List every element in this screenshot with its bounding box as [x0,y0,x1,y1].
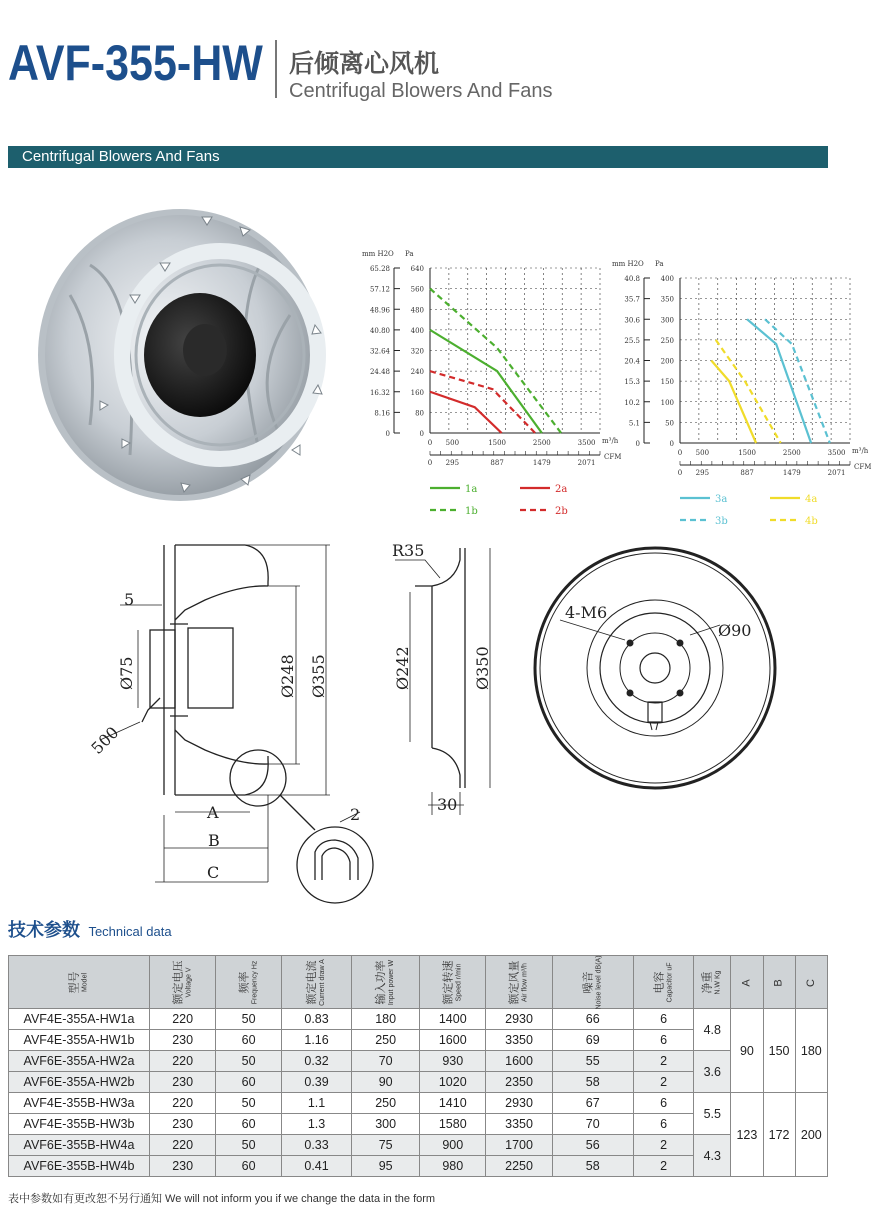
dim-30: 30 [437,795,458,814]
header-label: B [773,979,786,987]
table-cell: 1400 [420,1009,486,1030]
x2-unit-label: CFM [604,453,622,461]
table-cell: 1020 [420,1072,486,1093]
header-cell [420,956,486,1009]
table-cell: 900 [420,1135,486,1156]
header-label: A [740,979,753,987]
dim-d350: Ø350 [473,646,492,690]
dim-5: 5 [124,590,135,609]
x-tick-label: 500 [445,439,460,447]
dim-cell-c: 180 [795,1009,827,1093]
x2-tick-label: 1479 [782,469,801,477]
y-left-tick-label: 15.3 [624,378,640,387]
table-cell: 75 [352,1135,420,1156]
table-cell: 50 [216,1135,282,1156]
legend-label-4a: 4a [805,494,818,505]
x-unit-label: m³/h [852,447,869,455]
table-cell: 58 [552,1156,633,1177]
product-title-cn: 后倾离心风机 [289,50,440,78]
x2-tick-label: 887 [490,459,504,467]
y-tick-label: 300 [660,316,674,325]
title-divider [275,40,277,98]
y-left-axis-label: mm H2O [612,260,644,268]
table-cell: 66 [552,1009,633,1030]
y-left-axis-label: mm H2O [362,250,394,258]
technical-data-title-en: Technical data [88,924,172,939]
y-tick-label: 0 [669,440,674,448]
header-label: 额定电压 Voltage V [172,960,193,1004]
x-tick-label: 1500 [488,439,507,447]
y-tick-label: 150 [660,378,674,387]
dim-cell-b: 172 [763,1093,795,1177]
table-cell: 55 [552,1051,633,1072]
table-cell: 1600 [486,1051,552,1072]
table-cell: 60 [216,1030,282,1051]
table-cell: 230 [150,1072,216,1093]
table-cell: 2 [633,1072,694,1093]
x-tick-label: 3500 [827,449,846,457]
y-tick-label: 560 [410,285,424,294]
header-label: 频率 Frequency Hz [238,960,259,1004]
table-cell: 2 [633,1135,694,1156]
table-cell: 60 [216,1072,282,1093]
x-tick-label: 1500 [738,449,757,457]
header-cell [9,956,150,1009]
y-left-tick-label: 40.80 [369,326,390,335]
technical-data-title-cn: 技术参数 [8,920,80,940]
table-cell: 1600 [420,1030,486,1051]
dim-cell-c: 200 [795,1093,827,1177]
header-label: 电容 Capacitor uF [653,961,674,1003]
y-left-tick-label: 0 [385,430,390,438]
table-cell: 930 [420,1051,486,1072]
table-cell: 0.83 [281,1009,351,1030]
table-cell: 60 [216,1114,282,1135]
x-tick-label: 0 [427,439,433,447]
y-left-tick-label: 5.1 [628,419,640,428]
table-cell: 0.41 [281,1156,351,1177]
y-left-tick-label: 48.96 [369,306,390,315]
table-cell: 1.3 [281,1114,351,1135]
x-tick-label: 0 [677,449,683,457]
performance-chart-2 [610,250,872,540]
header-label: 噪音 Noise level dB(A) [582,954,603,1010]
weight-cell: 3.6 [694,1051,731,1093]
header-cell [795,956,827,1009]
dim-4-m6: 4-M6 [565,603,608,622]
table-row [9,1051,828,1072]
x-unit-label: m³/h [602,437,619,445]
y-tick-label: 250 [660,336,674,345]
fan-photo [30,205,340,505]
table-cell: 2 [633,1051,694,1072]
legend-label-2a: 2a [555,484,568,495]
y-tick-label: 50 [665,419,674,428]
x2-tick-label: 2071 [577,459,596,467]
y-left-tick-label: 0 [635,440,640,448]
table-cell: 95 [352,1156,420,1177]
x2-tick-label: 295 [695,469,710,477]
header-cell [731,956,763,1009]
table-cell: 1700 [486,1135,552,1156]
table-cell: 6 [633,1030,694,1051]
table-cell: 70 [552,1114,633,1135]
table-cell: 1.1 [281,1093,351,1114]
table-cell: 980 [420,1156,486,1177]
dim-cell-b: 150 [763,1009,795,1093]
series-line-4a [711,361,756,444]
legend-label-3b: 3b [715,516,728,527]
table-cell: 0.32 [281,1051,351,1072]
x2-unit-label: CFM [854,463,872,471]
table-cell: 2930 [486,1009,552,1030]
table-cell: 6 [633,1093,694,1114]
y-left-tick-label: 40.8 [624,275,640,283]
table-cell: 70 [352,1051,420,1072]
y-left-tick-label: 20.4 [624,357,640,366]
section-bar [8,146,828,168]
weight-cell: 4.8 [694,1009,731,1051]
header-label: 额定转速 Speed r/min [442,960,463,1004]
y-axis-label: Pa [405,250,414,258]
header-cell [633,956,694,1009]
table-cell: AVF4E-355B-HW3a [9,1093,150,1114]
header-cell [150,956,216,1009]
y-tick-label: 400 [410,326,424,335]
x2-tick-label: 295 [445,459,460,467]
y-tick-label: 160 [410,388,424,397]
dim-r35: R35 [392,541,425,560]
x-tick-label: 3500 [577,439,596,447]
table-cell: 69 [552,1030,633,1051]
table-cell: 2 [633,1156,694,1177]
table-cell: 220 [150,1093,216,1114]
table-cell: 2250 [486,1156,552,1177]
table-cell: 2930 [486,1093,552,1114]
weight-cell: 4.3 [694,1135,731,1177]
table-cell: 220 [150,1135,216,1156]
table-cell: AVF6E-355A-HW2b [9,1072,150,1093]
dim-cell-a: 123 [731,1093,763,1177]
dim-d90: Ø90 [718,621,752,640]
legend-label-1a: 1a [465,484,478,495]
weight-cell: 5.5 [694,1093,731,1135]
spec-header-row [9,956,828,1009]
x2-tick-label: 887 [740,469,754,477]
y-left-tick-label: 30.6 [624,316,640,325]
legend-label-2b: 2b [555,506,568,517]
table-cell: 58 [552,1072,633,1093]
x-tick-label: 2500 [532,439,551,447]
dim-c: C [207,863,220,882]
table-cell: 50 [216,1009,282,1030]
y-tick-label: 0 [419,430,424,438]
x2-tick-label: 2071 [827,469,846,477]
y-left-tick-label: 25.5 [624,336,640,345]
table-row [9,1009,828,1030]
header-cell [763,956,795,1009]
legend-label-1b: 1b [465,506,478,517]
table-cell: 56 [552,1135,633,1156]
technical-data-heading [8,916,172,942]
table-cell: 0.39 [281,1072,351,1093]
x2-tick-label: 0 [427,459,433,467]
footnote: 表中参数如有更改恕不另行通知 We will not inform you if we change the data in the form [8,1193,436,1205]
technical-drawing [0,530,880,900]
y-left-tick-label: 8.16 [374,409,390,418]
y-left-tick-label: 24.48 [369,368,390,377]
header-cell [486,956,552,1009]
y-tick-label: 640 [410,265,424,273]
y-tick-label: 240 [410,368,424,377]
header-label: 净重 N.W Kg [701,969,722,995]
dim-a: A [207,803,219,822]
table-cell: AVF6E-355B-HW4b [9,1156,150,1177]
dim-b: B [208,831,220,850]
header-cell [694,956,731,1009]
y-tick-label: 320 [410,347,424,356]
y-axis-label: Pa [655,260,664,268]
model-title: AVF-355-HW [8,35,263,91]
table-cell: 250 [352,1030,420,1051]
table-cell: 230 [150,1114,216,1135]
y-left-tick-label: 16.32 [369,388,390,397]
dim-d242: Ø242 [393,646,412,690]
table-cell: 230 [150,1030,216,1051]
y-left-tick-label: 10.2 [624,398,640,407]
table-cell: 230 [150,1156,216,1177]
y-left-tick-label: 57.12 [369,285,390,294]
table-cell: 67 [552,1093,633,1114]
dim-d355: Ø355 [309,654,328,698]
table-cell: 220 [150,1009,216,1030]
section-bar-label: Centrifugal Blowers And Fans [22,148,220,165]
legend-label-3a: 3a [715,494,728,505]
dim-2: 2 [350,805,361,824]
table-cell: 90 [352,1072,420,1093]
y-tick-label: 100 [660,398,674,407]
table-cell: 250 [352,1093,420,1114]
header-label: 输入功率 Input power W [375,959,396,1005]
table-cell: 300 [352,1114,420,1135]
header-cell [281,956,351,1009]
table-cell: 2350 [486,1072,552,1093]
header-label: 额定电流 Current draw A [306,958,327,1006]
dim-cell-a: 90 [731,1009,763,1093]
y-tick-label: 400 [660,275,674,283]
header-label: 型号 Model [68,971,89,993]
table-cell: 60 [216,1156,282,1177]
y-left-tick-label: 32.64 [369,347,390,356]
table-cell: 50 [216,1093,282,1114]
table-cell: 6 [633,1114,694,1135]
table-cell: 220 [150,1051,216,1072]
performance-chart-1 [360,240,622,530]
table-cell: AVF6E-355B-HW4a [9,1135,150,1156]
table-row [9,1135,828,1156]
dim-d248: Ø248 [278,654,297,698]
y-left-tick-label: 35.7 [624,295,640,304]
x-tick-label: 500 [695,449,710,457]
header-label: C [805,979,818,987]
table-cell: 0.33 [281,1135,351,1156]
table-row [9,1093,828,1114]
dim-500: 500 [87,722,123,758]
x2-tick-label: 0 [677,469,683,477]
series-line-1b [430,289,561,433]
legend-label-4b: 4b [805,516,818,527]
table-cell: AVF4E-355B-HW3b [9,1114,150,1135]
table-cell: AVF6E-355A-HW2a [9,1051,150,1072]
header-cell [552,956,633,1009]
y-tick-label: 200 [660,357,674,366]
x2-tick-label: 1479 [532,459,551,467]
spec-table [8,955,828,1177]
table-cell: 1.16 [281,1030,351,1051]
y-tick-label: 350 [660,295,674,304]
table-cell: 50 [216,1051,282,1072]
table-cell: 1410 [420,1093,486,1114]
dim-d75: Ø75 [117,656,136,690]
x-tick-label: 2500 [782,449,801,457]
table-cell: 1580 [420,1114,486,1135]
y-left-tick-label: 65.28 [369,265,390,273]
table-cell: 3350 [486,1114,552,1135]
header-label: 额定风量 Air flow m³/h [508,960,529,1004]
table-cell: 3350 [486,1030,552,1051]
y-tick-label: 80 [415,409,424,418]
product-title-en: Centrifugal Blowers And Fans [289,80,553,102]
table-cell: AVF4E-355A-HW1b [9,1030,150,1051]
header-cell [352,956,420,1009]
y-tick-label: 480 [410,306,424,315]
table-cell: AVF4E-355A-HW1a [9,1009,150,1030]
table-cell: 6 [633,1009,694,1030]
header-cell [216,956,282,1009]
table-cell: 180 [352,1009,420,1030]
